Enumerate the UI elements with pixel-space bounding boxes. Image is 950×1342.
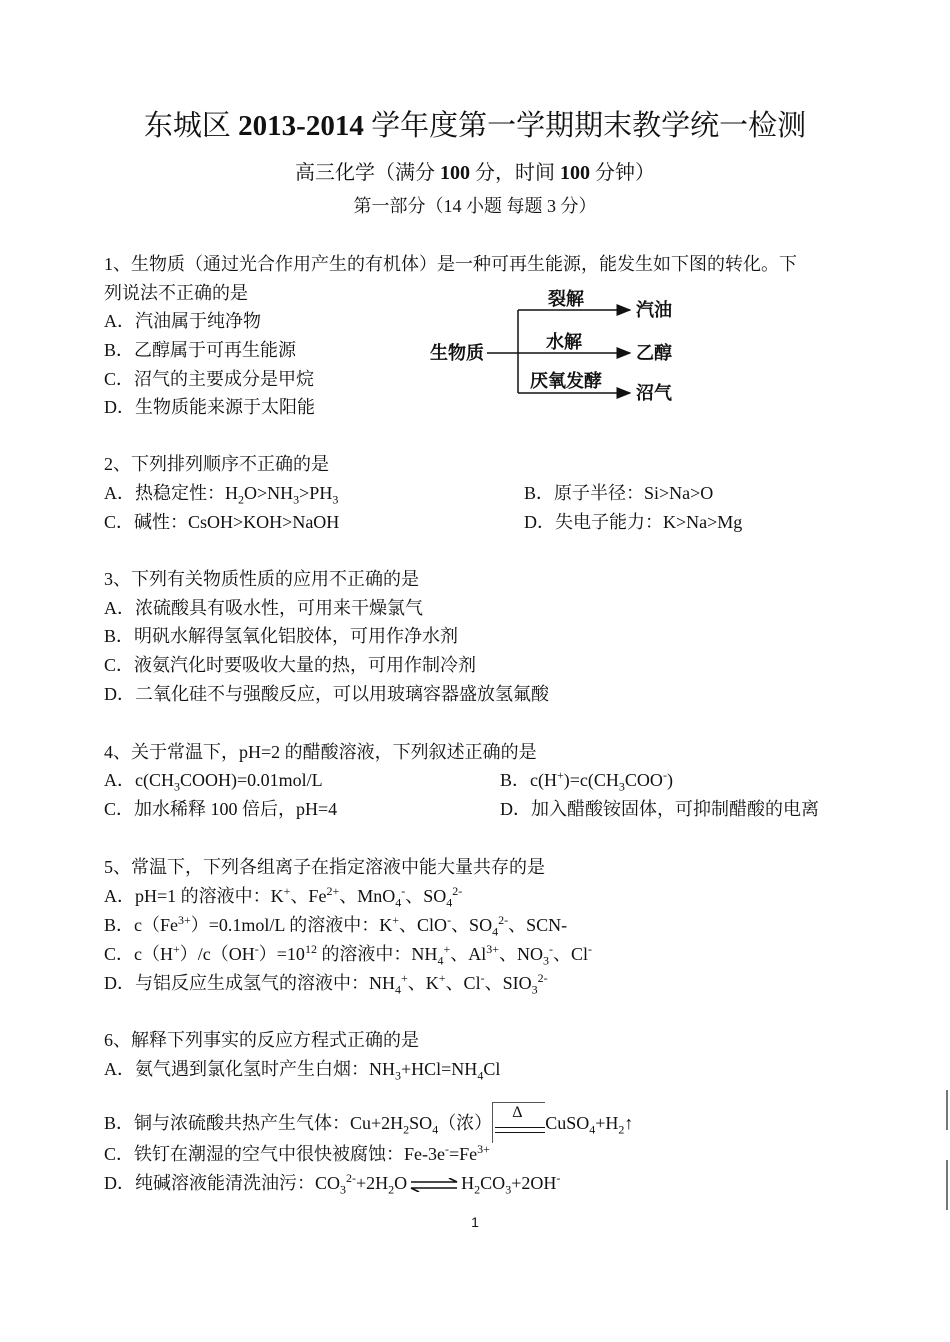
q5-c-text: 、Cl <box>553 944 589 964</box>
diagram-process-hydrolysis: 水解 <box>546 332 582 352</box>
subtitle-time: 100 <box>560 162 590 184</box>
q5-c-sup: - <box>588 942 593 956</box>
q5-d-sup: + <box>401 971 408 985</box>
q5-b-text: 、SCN- <box>508 915 568 935</box>
subtitle-score: 100 <box>440 162 470 184</box>
q6-d-sub: 2 <box>388 1182 395 1197</box>
q4-b-text: COO <box>624 770 663 790</box>
q5-b-sup: + <box>392 913 400 927</box>
q6-b-text: ↑ <box>624 1113 634 1133</box>
q5-c-text: 、NO <box>499 944 543 964</box>
q6-option-c <box>104 1140 490 1168</box>
q6-stem: 6、解释下列事实的反应方程式正确的是 <box>104 1030 419 1050</box>
q5-stem: 5、常温下，下列各组离子在指定溶液中能大量共存的是 <box>104 857 545 877</box>
q4-option-b <box>500 766 673 794</box>
q5-a-sup: + <box>283 884 291 898</box>
q5-d-sub: 4 <box>395 982 401 997</box>
equals-bar-top <box>495 1127 545 1128</box>
q5-b-text: 、ClO <box>399 915 448 935</box>
q6-d-text: D．纯碱溶液能清洗油污：CO <box>104 1173 341 1193</box>
diagram-product-ethanol: 乙醇 <box>636 343 672 363</box>
exam-subtitle <box>0 156 950 190</box>
scan-edge-mark <box>946 1160 948 1210</box>
q4-b-sup: + <box>557 768 564 782</box>
q4-b-text: )=c(CH <box>563 770 619 790</box>
biomass-conversion-diagram <box>430 285 700 410</box>
q5-d-text: 、K <box>407 973 439 993</box>
q5-c-sub: 4 <box>437 953 444 968</box>
diagram-process-cracking: 裂解 <box>548 289 584 309</box>
q5-b-sup: - <box>447 913 452 927</box>
q1-option-d: D．生物质能来源于太阳能 <box>104 397 315 417</box>
part-heading: 第一部分（14 小题 每题 3 分） <box>353 196 597 216</box>
q2-option-b: B．原子半径：Si>Na>O <box>524 483 714 503</box>
q5-d-sub: 3 <box>531 982 538 997</box>
q4-a-text: A．c(CH <box>104 770 174 790</box>
q1-option-c: C．沼气的主要成分是甲烷 <box>104 369 315 389</box>
q3-option-d: D．二氧化硅不与强酸反应，可以用玻璃容器盛放氢氟酸 <box>104 684 549 704</box>
page-number: 1 <box>471 1214 479 1230</box>
q5-b-text: B．c（Fe <box>104 915 178 935</box>
q5-b-sup: 2- <box>498 913 509 927</box>
q5-a-sub: 4 <box>395 895 402 910</box>
title-prefix: 东城区 <box>143 110 239 142</box>
q6-b-text: （浓） <box>438 1113 493 1133</box>
q2-a-text: A．热稳定性： <box>104 483 225 503</box>
q2-option-c: C．碱性：CsOH>KOH>NaOH <box>104 512 340 532</box>
diagram-source-label: 生物质 <box>430 343 484 363</box>
q6-option-d <box>104 1169 560 1197</box>
q2-a-formula: H <box>225 483 238 503</box>
scan-edge-mark <box>946 1090 948 1130</box>
q5-d-text: 、Cl <box>445 973 481 993</box>
equals-bar-bottom <box>495 1132 545 1133</box>
q6-d-sup: 2- <box>346 1171 357 1185</box>
q1-option-b: B．乙醇属于可再生能源 <box>104 340 297 360</box>
diagram-product-gasoline: 汽油 <box>636 300 672 320</box>
q6-b-text: SO <box>409 1113 433 1133</box>
q5-a-text: 、Fe <box>290 886 327 906</box>
q6-d-text: +2OH <box>511 1173 557 1193</box>
q2-a-sub: 3 <box>332 492 339 507</box>
q6-d-text: CO <box>480 1173 506 1193</box>
q5-a-sup: 2- <box>452 884 463 898</box>
q5-c-sup: + <box>173 942 180 956</box>
q5-a-sup: 2+ <box>326 884 340 898</box>
q5-c-text: ）=10 <box>258 944 305 964</box>
q5-option-b <box>104 911 567 939</box>
q6-a-text: Cl <box>483 1059 501 1079</box>
q5-b-text: ）=0.1mol/L 的溶液中：K <box>190 915 393 935</box>
q5-a-sub: 4 <box>446 895 453 910</box>
q2-stem: 2、下列排列顺序不正确的是 <box>104 454 329 474</box>
heating-equals-sign <box>492 1102 545 1143</box>
q5-d-sup: - <box>480 971 485 985</box>
q4-stem: 4、关于常温下，pH=2 的醋酸溶液，下列叙述正确的是 <box>104 742 537 762</box>
q5-c-text: 的溶液中：NH <box>316 944 438 964</box>
q4-option-d: D．加入醋酸铵固体，可抑制醋酸的电离 <box>500 799 819 819</box>
q3-option-b: B．明矾水解得氢氧化铝胶体，可用作净水剂 <box>104 626 459 646</box>
q4-option-c: C．加水稀释 100 倍后，pH=4 <box>104 799 338 819</box>
q3-option-c: C．液氨汽化时要吸收大量的热，可用作制冷剂 <box>104 655 477 675</box>
q6-d-sup: - <box>556 1171 561 1185</box>
q6-b-sub: 2 <box>403 1122 410 1137</box>
q5-c-sup: - <box>254 942 259 956</box>
q6-d-sub: 3 <box>340 1182 347 1197</box>
q4-a-sub: 3 <box>174 779 180 794</box>
q2-a-sub: 3 <box>293 492 300 507</box>
q5-b-text: 、SO <box>451 915 493 935</box>
q2-a-formula: O>NH <box>244 483 294 503</box>
exam-title <box>0 104 950 148</box>
heat-delta-icon: Δ <box>512 1104 523 1121</box>
q6-a-sub: 3 <box>395 1068 401 1083</box>
q6-d-sub: 3 <box>505 1182 512 1197</box>
q6-c-text: C．铁钉在潮湿的空气中很快被腐蚀：Fe-3e <box>104 1144 445 1164</box>
q5-c-sup: + <box>443 942 451 956</box>
q6-c-sup: 3+ <box>477 1142 490 1156</box>
q2-a-sub: 2 <box>238 492 244 507</box>
title-years: 2013-2014 <box>238 110 364 142</box>
q5-option-a <box>104 882 462 910</box>
q5-d-text: D．与铝反应生成氢气的溶液中：NH <box>104 973 395 993</box>
subtitle-part-c: 分钟） <box>590 162 655 184</box>
q5-option-c <box>104 940 592 968</box>
q6-b-text: +H <box>595 1113 619 1133</box>
q2-option-a <box>104 479 338 507</box>
q3-option-a: A．浓硫酸具有吸水性，可用来干燥氯气 <box>104 598 423 618</box>
diagram-product-biogas: 沼气 <box>636 383 672 403</box>
q4-option-a <box>104 766 323 794</box>
q6-b-sub: 4 <box>432 1122 439 1137</box>
q6-c-sup: - <box>445 1142 449 1156</box>
q4-b-sub: 3 <box>618 779 625 794</box>
q2-a-formula: >PH <box>299 483 333 503</box>
q6-option-a <box>104 1055 500 1083</box>
q5-c-sup: 12 <box>304 942 317 956</box>
q6-a-text: A．氨气遇到氯化氢时产生白烟：NH <box>104 1059 395 1079</box>
q5-c-text: ）/c（OH <box>179 944 255 964</box>
q5-c-text: C．c（H <box>104 944 173 964</box>
q4-b-text: B．c(H <box>500 770 557 790</box>
q5-a-sup: - <box>401 884 406 898</box>
q5-c-sup: 3+ <box>486 942 499 956</box>
q5-c-sub: 3 <box>543 953 549 968</box>
reversible-arrow-icon <box>409 1178 459 1192</box>
q6-d-sub: 2 <box>474 1182 481 1197</box>
q6-c-text: =Fe <box>449 1144 478 1164</box>
q6-d-text: +2H <box>356 1173 389 1193</box>
title-suffix: 学年度第一学期期末教学统一检测 <box>363 110 807 142</box>
q5-a-text: 、MnO <box>339 886 396 906</box>
q5-a-text: 、SO <box>405 886 447 906</box>
q6-d-text: H <box>461 1173 475 1193</box>
q5-option-d <box>104 969 548 997</box>
q6-d-text: O <box>394 1173 408 1193</box>
q1-stem-line1: 1、生物质（通过光合作用产生的有机体）是一种可再生能源，能发生如下图的转化。下 <box>104 254 797 274</box>
q4-b-sup: - <box>662 768 667 782</box>
q1-stem-line2: 列说法不正确的是 <box>104 283 248 303</box>
q6-b-sub: 2 <box>618 1122 625 1137</box>
subtitle-part-a: 高三化学（满分 <box>295 162 440 184</box>
q5-b-sup: 3+ <box>178 913 191 927</box>
q6-a-text: +HCl=NH <box>401 1059 478 1079</box>
subtitle-part-b: 分，时间 <box>470 162 560 184</box>
q6-b-text: B．铜与浓硫酸共热产生气体：Cu+2H <box>104 1113 404 1133</box>
q2-option-d: D．失电子能力：K>Na>Mg <box>524 512 743 532</box>
q4-a-text: COOH)=0.01mol/L <box>180 770 323 790</box>
q5-a-text: A．pH=1 的溶液中：K <box>104 886 284 906</box>
q5-c-sup: - <box>549 942 553 956</box>
q6-b-text: CuSO <box>545 1113 590 1133</box>
q6-b-sub: 4 <box>589 1122 596 1137</box>
q1-option-a: A．汽油属于纯净物 <box>104 311 261 331</box>
q5-d-sup: + <box>438 971 446 985</box>
diagram-process-fermentation: 厌氧发酵 <box>530 371 602 391</box>
q3-stem: 3、下列有关物质性质的应用不正确的是 <box>104 569 419 589</box>
q6-option-b <box>104 1102 633 1143</box>
q5-d-text: 、SIO <box>484 973 532 993</box>
q5-b-sub: 4 <box>492 924 499 939</box>
q5-d-sup: 2- <box>537 971 548 985</box>
q4-b-text: ) <box>666 770 673 790</box>
q6-a-sub: 4 <box>477 1068 484 1083</box>
q5-c-text: 、Al <box>450 944 487 964</box>
